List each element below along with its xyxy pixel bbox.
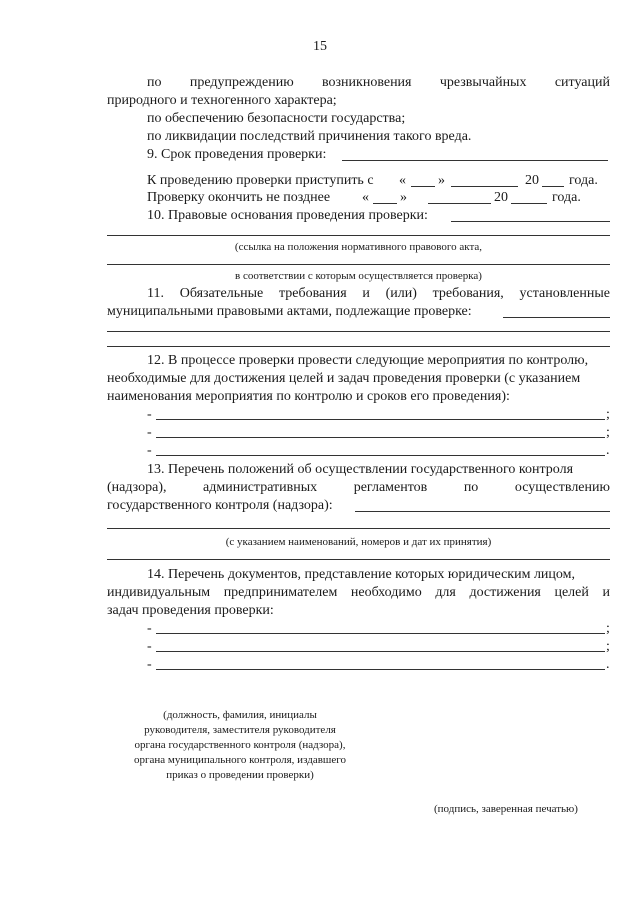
s14-line2 [107,584,610,602]
period: . [606,443,610,458]
word: требования [278,286,347,301]
start-day-field[interactable] [411,186,435,187]
s12-measure-line-1[interactable] [156,419,605,420]
s14-line1: 14. Перечень документов, представление которых юридическим лицом, [147,567,576,582]
page-number: 15 [313,39,327,54]
word: индивидуальным [107,585,211,600]
start-year-field[interactable] [542,186,564,187]
note-line: органа государственного контроля (надзора), [134,739,346,751]
s13-line1: 13. Перечень положений об осуществлении государственного контроля [147,462,574,477]
s10-blank-line[interactable] [451,221,610,222]
s10-full-line-2[interactable] [107,264,610,265]
word: по [463,480,479,495]
note-line: приказ о проведении проверки) [166,769,314,781]
s13-full-line[interactable] [107,528,610,529]
s13-line3: государственного контроля (надзора): [107,498,333,513]
word: и [602,585,610,600]
note-line: (должность, фамилия, инициалы [163,709,317,721]
word: и [362,286,370,301]
s11-line2: муниципальными правовыми актами, подлежащие проверке: [107,304,472,319]
s12-measure-line-3[interactable] [156,455,605,456]
signature-seal-note: (подпись, заверенная печатью) [434,803,578,815]
quote-open: « [362,190,369,205]
s9-blank-line[interactable] [342,160,608,161]
item-prevention-line2: природного и техногенного характера; [107,93,337,108]
s10-note1: (ссылка на положения нормативного правового акта, [234,241,483,253]
s12-line1: 12. В процессе проверки провести следующие мероприятия по контролю, [147,353,589,368]
word: достижения [469,585,541,600]
note-line: руководителя, заместителя руководителя [144,724,336,736]
word: установленные [519,286,610,301]
period: . [606,657,610,672]
s14-document-line-3[interactable] [156,669,605,670]
word: (надзора), [107,480,167,495]
semicolon: ; [606,407,610,422]
dash: - [147,443,152,458]
end-month-field[interactable] [428,203,491,204]
word: возникновения [322,75,412,90]
word: чрезвычайных [439,75,527,90]
s14-line3: задач проведения проверки: [107,603,274,618]
word: предупреждению [189,75,294,90]
s13-note: (с указанием наименований, номеров и дат их принятия) [225,536,492,548]
year-prefix: 20 [525,173,539,188]
signatory-position-note [100,708,380,783]
semicolon: ; [606,639,610,654]
s14-document-line-1[interactable] [156,633,605,634]
word: предпринимателем [223,585,338,600]
dash: - [147,639,152,654]
start-month-field[interactable] [451,186,518,187]
s9-end-text: Проверку окончить не позднее [147,190,331,205]
word: требования, [432,286,504,301]
quote-close: » [438,173,445,188]
s12-measure-line-2[interactable] [156,437,605,438]
item-liquidation: по ликвидации последствий причинения такого вреда. [147,129,472,144]
s11-full-line-2[interactable] [107,346,610,347]
s14-document-line-2[interactable] [156,651,605,652]
dash: - [147,621,152,636]
item-security: по обеспечению безопасности государства; [147,111,406,126]
quote-open: « [399,173,406,188]
word: Обязательные [179,286,264,301]
s9-start-text: К проведению проверки приступить с [147,173,374,188]
year-suffix: года. [552,190,581,205]
s13-full-line-2[interactable] [107,559,610,560]
dash: - [147,425,152,440]
year-prefix: 20 [494,190,508,205]
end-year-field[interactable] [511,203,547,204]
s9-label: 9. Срок проведения проверки: [147,147,327,162]
s11-full-line-1[interactable] [107,331,610,332]
word: необходимо [350,585,422,600]
s10-label: 10. Правовые основания проведения проверки: [147,208,428,223]
s13-blank-line[interactable] [355,511,610,512]
dash: - [147,657,152,672]
s13-line2 [107,479,610,497]
year-suffix: года. [569,173,598,188]
end-day-field[interactable] [373,203,397,204]
semicolon: ; [606,425,610,440]
s12-line3: наименования мероприятия по контролю и сроков его проведения): [107,389,510,404]
word: для [435,585,456,600]
s10-full-line[interactable] [107,235,610,236]
quote-close: » [400,190,407,205]
s11-blank-line[interactable] [503,317,610,318]
s11-line1 [147,285,610,303]
semicolon: ; [606,621,610,636]
word: осуществлению [514,480,610,495]
s12-line2: необходимые для достижения целей и задач проведения проверки (с указанием [107,371,581,386]
s10-note2: в соответствии с которым осуществляется проверка) [235,270,482,282]
word: 11. [147,286,164,301]
note-line: органа муниципального контроля, издавшего [134,754,346,766]
word: целей [554,585,589,600]
word: по [147,75,162,90]
item-prevention-line1 [147,74,610,92]
word: административных [203,480,318,495]
word: ситуаций [554,75,610,90]
word: регламентов [353,480,428,495]
dash: - [147,407,152,422]
word: (или) [385,286,417,301]
